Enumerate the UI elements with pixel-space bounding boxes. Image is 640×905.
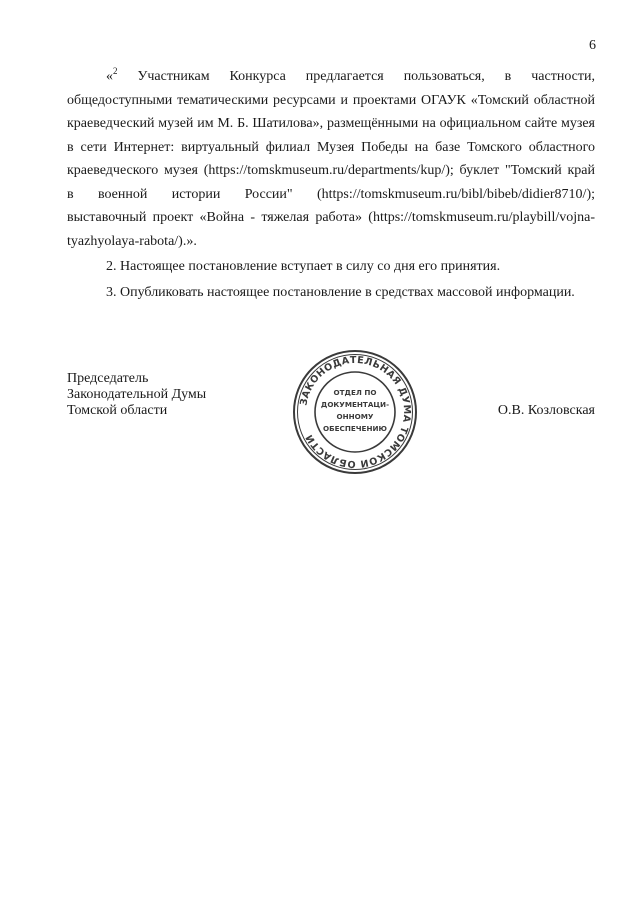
paragraph-line: выставочный проект «Война - тяжелая работа» (https://tomskmuseum.ru/playbill/vojna-: [67, 210, 595, 225]
official-stamp: [291, 348, 419, 476]
signature-title: [67, 371, 206, 419]
document-body: [67, 65, 595, 304]
stamp-seal-icon: [291, 348, 419, 476]
paragraph-publish: 3. Опубликовать настоящее постановление в средствах массовой информации.: [106, 284, 575, 300]
line-text: Участникам Конкурса предлагается пользоваться, в частности,: [137, 69, 595, 84]
paragraph-line: в военной истории России" (https://tomskmuseum.ru/bibl/bibeb/didier8710/);: [67, 186, 595, 202]
stamp-center-line: ДОКУМЕНТАЦИ-: [320, 400, 390, 409]
stamp-center-line: ОБЕСПЕЧЕНИЮ: [323, 424, 387, 433]
stamp-center-line: ОННОМУ: [336, 412, 374, 421]
paragraph-effective-date: 2. Настоящее постановление вступает в силу со дня его принятия.: [106, 259, 501, 274]
stamp-ring-text: ЗАКОНОДАТЕЛЬНАЯ ДУМА ТОМСКОЙ ОБЛАСТИ: [298, 354, 413, 470]
paragraph-line: краеведческий музей им М. Б. Шатилова», размещёнными на официальном сайте музея: [67, 116, 595, 131]
paragraph-contest-resources: [67, 65, 595, 253]
signature-title-line: Законодательной Думы: [67, 387, 207, 402]
paragraph-line: [67, 65, 595, 89]
signer-name: О.В. Козловская: [497, 403, 595, 418]
opening-quote: «: [106, 69, 113, 84]
signature-title-line: Председатель: [67, 371, 149, 386]
stamp-center-line: ОТДЕЛ ПО: [333, 388, 377, 397]
paragraph-line: tyazhyolaya-rabota/).».: [67, 233, 197, 249]
paragraph-line: в сети Интернет: виртуальный филиал Музея Победы на базе Томского областного: [67, 139, 595, 155]
footnote-marker: 2: [113, 66, 118, 76]
paragraph-line: общедоступными тематическими ресурсами и проектами ОГАУК «Томский областной: [67, 92, 595, 108]
paragraph-line: краеведческого музея (https://tomskmuseum.ru/departments/kup/); буклет "Томский край: [67, 163, 595, 178]
page-number: 6: [589, 38, 596, 53]
signature-title-line: Томской области: [67, 403, 168, 418]
